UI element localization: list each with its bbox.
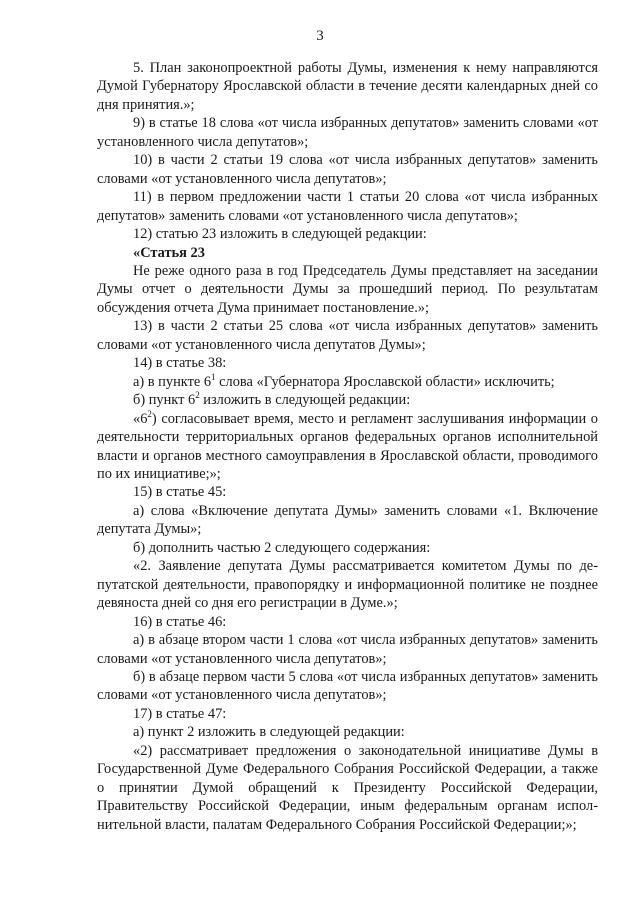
superscript: 2: [147, 408, 152, 419]
paragraph: 14) в статье 38:: [133, 355, 227, 372]
paragraph: «2) рассматривает предложения о законодательной инициативе Думы в Государственной Думе Федерального Собрания Российской Федерации, а также о принятии Думой обращений к Президенту Российской Федерации, Правительству Российской Федерации, иным федеральным органам исполнительной власти, палатам Федерального Собрания Российской Федерации;»;: [97, 742, 598, 833]
paragraph-text: а) в пункте 6: [133, 373, 212, 390]
paragraph: а) слова «Включение депутата Думы» заменить словами «1. Включение депутата Думы»;: [97, 502, 598, 538]
page-number: 3: [316, 28, 324, 44]
paragraph: [97, 410, 598, 484]
article-heading: «Статья 23: [133, 244, 205, 261]
paragraph-text: б) пункт 6: [133, 392, 196, 409]
paragraph: «2. Заявление депутата Думы рассматривается комитетом Думы по депутатской деятельности, правопорядку и информационной политике не позднее девяноста дней со дня его регистрации в Думе.»;: [97, 558, 598, 612]
paragraph: Не реже одного раза в год Председатель Думы представляет на заседании Думы отчет о деятельности Думы за прошедший период. По результатам обсуждения отчета Дума принимает постановление.»;: [97, 262, 598, 316]
paragraph: 13) в части 2 статьи 25 слова «от числа избранных депутатов» заменить словами «от установленного числа депутатов Думы»;: [97, 318, 598, 353]
paragraph: 15) в статье 45:: [133, 484, 227, 501]
paragraph-text: изложить в следующей редакции:: [199, 392, 411, 409]
paragraph-text: «6: [133, 410, 148, 427]
paragraph: б) дополнить частью 2 следующего содержания:: [133, 539, 431, 556]
paragraph: б) в абзаце первом части 5 слова «от числа избранных депутатов» заменить словами «от установленного числа депутатов»;: [97, 668, 598, 704]
paragraph: [97, 391, 598, 409]
paragraph: 12) статью 23 изложить в следующей редакции:: [133, 226, 427, 243]
paragraph: а) в абзаце втором части 1 слова «от числа избранных депутатов» заменить словами «от установленного числа депутатов»;: [97, 632, 598, 667]
paragraph: [97, 373, 598, 391]
superscript: 1: [211, 371, 216, 382]
paragraph: 9) в статье 18 слова «от числа избранных депутатов» заменить словами «от установленного числа депутатов»;: [97, 115, 598, 150]
document-body: [97, 59, 598, 834]
superscript: 2: [195, 390, 200, 401]
paragraph-text: ) согласовывает время, место и регламент заслушивания информации о деятельности территориальных органов федеральных органов исполнительной власти и органов местного самоуправления в Ярославской области, проводимого по их инициативе;»;: [97, 410, 598, 482]
paragraph: 5. План законопроектной работы Думы, изменения к нему направляются Думой Губернатору Ярославской области в течение десяти календарных дней со дня принятия.»;: [97, 60, 598, 113]
paragraph: 16) в статье 46:: [133, 613, 227, 630]
paragraph: 11) в первом предложении части 1 статьи 20 слова «от числа избранных депутатов» заменить словами «от установленного числа депутатов»;: [97, 189, 598, 224]
paragraph: 17) в статье 47:: [133, 705, 227, 722]
paragraph: а) пункт 2 изложить в следующей редакции:: [133, 724, 405, 741]
paragraph-text: слова «Губернатора Ярославской области» исключить;: [215, 373, 555, 390]
paragraph: 10) в части 2 статьи 19 слова «от числа избранных депутатов» заменить словами «от установленного числа депутатов»;: [97, 152, 598, 187]
